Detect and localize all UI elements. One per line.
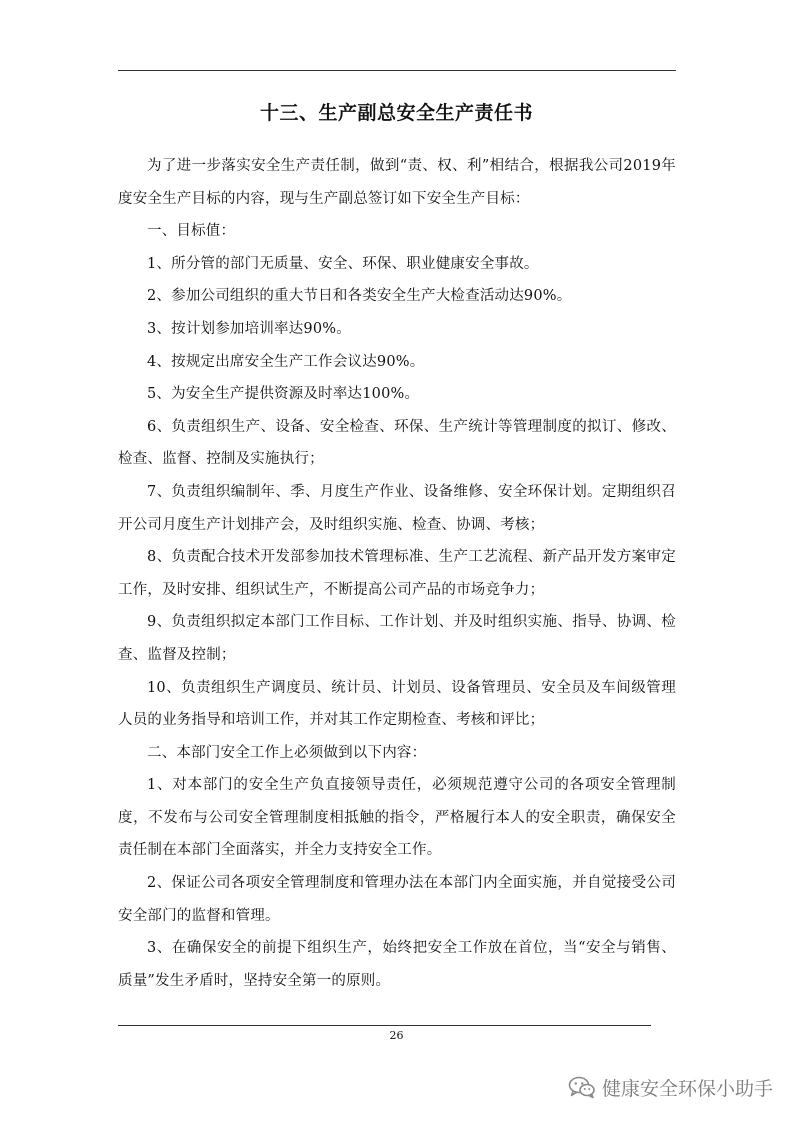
requirement-item-2: 2、保证公司各项安全管理制度和管理办法在本部门内全面实施，并自觉接受公司安全部门的监督和管理。 (118, 875, 676, 924)
target-item-9: 9、负责组织拟定本部门工作目标、工作计划、并及时组织实施、指导、协调、检查、监督及控制； (118, 614, 676, 663)
target-item-10: 10、负责组织生产调度员、统计员、计划员、设备管理员、安全员及车间级管理人员的业务指导和培训工作，并对其工作定期检查、考核和评比； (118, 679, 676, 729)
target-item-4: 4、按规定出席安全生产工作会议达90%。 (147, 353, 425, 370)
page-number: 26 (389, 1029, 404, 1042)
target-item-7: 7、负责组织编制年、季、月度生产作业、设备维修、安全环保计划。定期组织召开公司月度生产计划排产会，及时组织实施、检查、协调、考核； (118, 483, 676, 533)
header-rule (118, 70, 676, 71)
target-item-2: 2、参加公司组织的重大节日和各类安全生产大检查活动达90%。 (147, 288, 572, 305)
intro-paragraph: 为了进一步落实安全生产责任制，做到“责、权、利”相结合，根据我公司2019年度安全生产目标的内容，现与生产副总签订如下安全生产目标： (118, 158, 676, 207)
target-item-1: 1、所分管的部门无质量、安全、环保、职业健康安全事故。 (147, 255, 539, 272)
requirement-item-3: 3、在确保安全的前提下组织生产，始终把安全工作放在首位，当“安全与销售、质量”发生矛盾时，坚持安全第一的原则。 (118, 940, 676, 989)
watermark-text: 健康安全环保小助手 (601, 1077, 773, 1100)
footer-rule (118, 1025, 651, 1026)
wechat-icon (568, 1075, 596, 1099)
requirement-item-1: 1、对本部门的安全生产负直接领导责任，必须规范遵守公司的各项安全管理制度，不发布与公司安全管理制度相抵触的指令，严格履行本人的安全职责，确保安全责任制在本部门全面落实，并全力支持安全工作。 (118, 777, 676, 859)
section-heading-targets: 一、目标值： (147, 223, 236, 240)
watermark (568, 1073, 773, 1101)
target-item-5: 5、为安全生产提供资源及时率达100%。 (147, 386, 420, 403)
document-body (118, 150, 676, 997)
document-title: 十三、生产副总安全生产责任书 (259, 102, 533, 124)
target-item-3: 3、按计划参加培训率达90%。 (147, 320, 351, 337)
section-heading-requirements: 二、本部门安全工作上必须做到以下内容： (147, 744, 427, 761)
target-item-8: 8、负责配合技术开发部参加技术管理标准、生产工艺流程、新产品开发方案审定工作，及时安排、组织试生产，不断提高公司产品的市场竞争力； (118, 549, 676, 598)
target-item-6: 6、负责组织生产、设备、安全检查、环保、生产统计等管理制度的拟订、修改、检查、监督、控制及实施执行； (118, 418, 676, 468)
